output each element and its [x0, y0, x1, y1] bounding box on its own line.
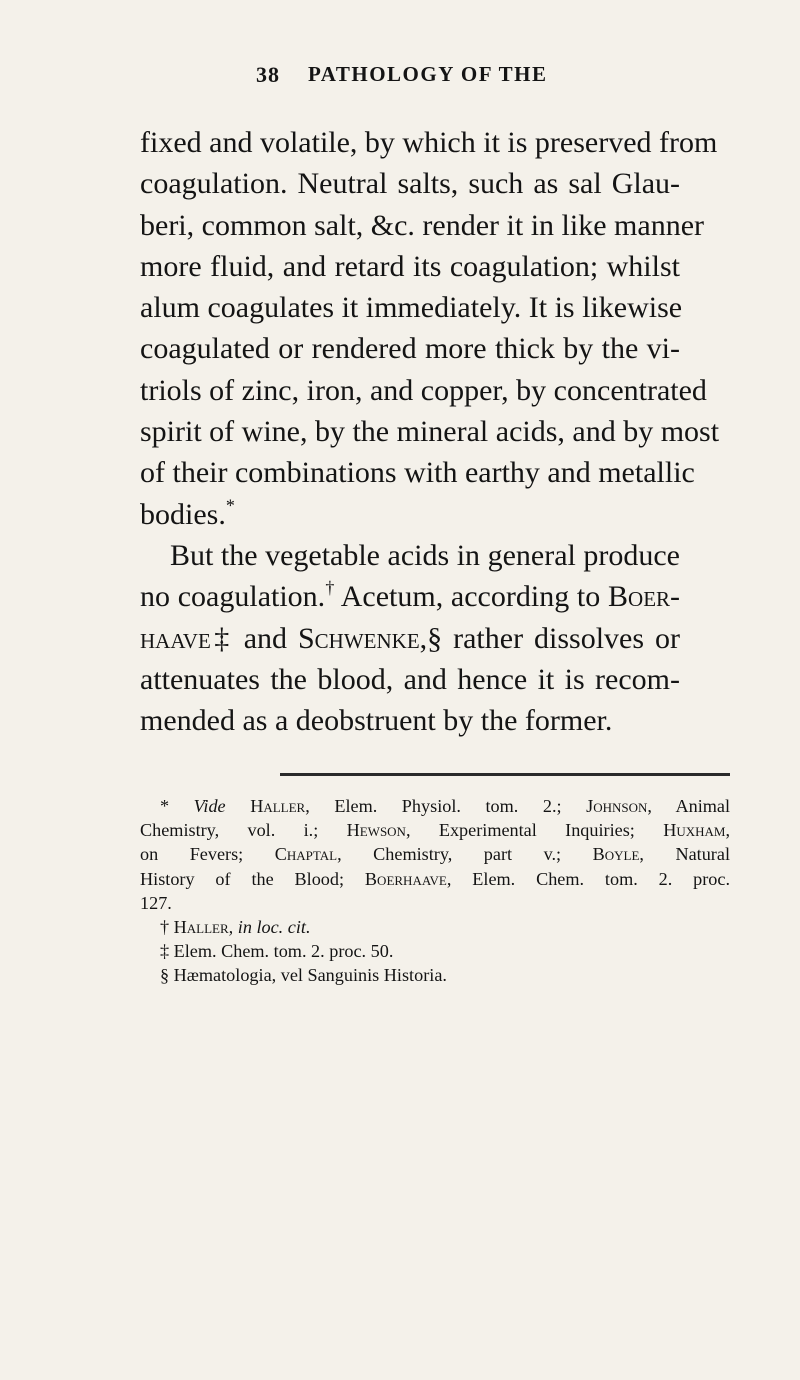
body-text [140, 122, 720, 741]
author-name: Boyle [592, 844, 640, 865]
text-line [140, 618, 680, 659]
text-fragment: Acetum, according to [334, 580, 609, 614]
footnote-text: , in loc. cit. [228, 917, 311, 938]
text-line: mended as a deobstruent by the former. [140, 704, 613, 738]
footnote-mark: * [160, 796, 170, 816]
footnote-line [140, 915, 730, 939]
footnote-text: Vide [193, 796, 226, 816]
footnote-line [140, 939, 730, 963]
footnote-text: , Elem. Chem. tom. 2. proc. [446, 868, 731, 889]
footnote-text: , Chemistry, part v.; [337, 844, 593, 865]
text-line: more fluid, and retard its coagulation; whilst [140, 249, 680, 283]
footnotes [140, 794, 730, 988]
author-name: Boerhaave [364, 868, 447, 889]
author-name: Haller [250, 796, 306, 816]
footnote-text: on Fevers; [140, 844, 275, 865]
author-name: Johnson [586, 796, 648, 816]
footnote-text: History of the Blood; [140, 868, 365, 889]
footnote-text: , Experimental Inquiries; [405, 820, 664, 841]
footnote-text: Elem. Chem. tom. 2. proc. 50. [169, 941, 394, 962]
footnote-text: Chemistry, vol. i.; [140, 820, 347, 841]
text-line: triols of zinc, iron, and copper, by concentrated [140, 373, 707, 407]
footnote-line [140, 842, 730, 866]
author-name: Chaptal [274, 844, 338, 865]
text-line: coagulated or rendered more thick by the vi- [140, 332, 680, 366]
author-name: Haller [173, 917, 229, 938]
text-line: spirit of wine, by the mineral acids, and by most [140, 415, 720, 449]
text-line: beri, common salt, &c. render it in like manner [140, 208, 704, 242]
page-header [0, 62, 800, 102]
footnote-mark: ‡ [210, 621, 233, 655]
footnote-mark: ‡ [160, 941, 170, 962]
footnote-line [140, 818, 730, 842]
footnote-line [140, 963, 730, 987]
footnote-line: 127. [140, 892, 172, 913]
running-head: PATHOLOGY OF THE [308, 62, 548, 86]
page-number: 38 [256, 62, 280, 87]
text-fragment: and [232, 621, 298, 655]
footnote-text: , Natural [639, 844, 730, 865]
footnote-text: , [725, 820, 730, 841]
text-fragment: bodies. [140, 497, 226, 531]
text-line: coagulation. Neutral salts, such as sal Glau- [140, 167, 680, 201]
footnote-text: Hæmatologia, vel Sanguinis Historia. [169, 965, 447, 986]
author-name: Huxham [663, 820, 726, 841]
footnote-mark: † [325, 577, 335, 598]
text-line: of their combinations with earthy and metallic [140, 456, 695, 490]
text-fragment: no coagulation. [140, 580, 326, 614]
author-name: Schwenke [297, 621, 420, 655]
footnote-rule [280, 773, 730, 776]
text-line: attenuates the blood, and hence it is recom- [140, 662, 680, 696]
author-name: haave [140, 621, 211, 655]
text-line: fixed and volatile, by which it is preserved from [140, 126, 718, 159]
author-name: Boer- [608, 580, 681, 614]
footnote-mark: * [225, 495, 235, 516]
text-line [140, 576, 680, 617]
footnote-line [140, 867, 730, 891]
footnote-line [140, 794, 730, 818]
author-name: Hewson [346, 820, 406, 841]
footnote-mark: † [160, 917, 170, 938]
footnote-mark: § [160, 965, 170, 986]
text-line [140, 494, 680, 535]
text-fragment: rather dissolves or [442, 621, 680, 655]
footnote-text: , Animal [647, 796, 731, 816]
footnote-mark: ,§ [419, 621, 443, 655]
text-line: But the vegetable acids in general produce [170, 538, 680, 572]
footnote-text: , Elem. Physiol. tom. 2.; [305, 796, 587, 816]
text-line: alum coagulates it immediately. It is likewise [140, 291, 683, 325]
